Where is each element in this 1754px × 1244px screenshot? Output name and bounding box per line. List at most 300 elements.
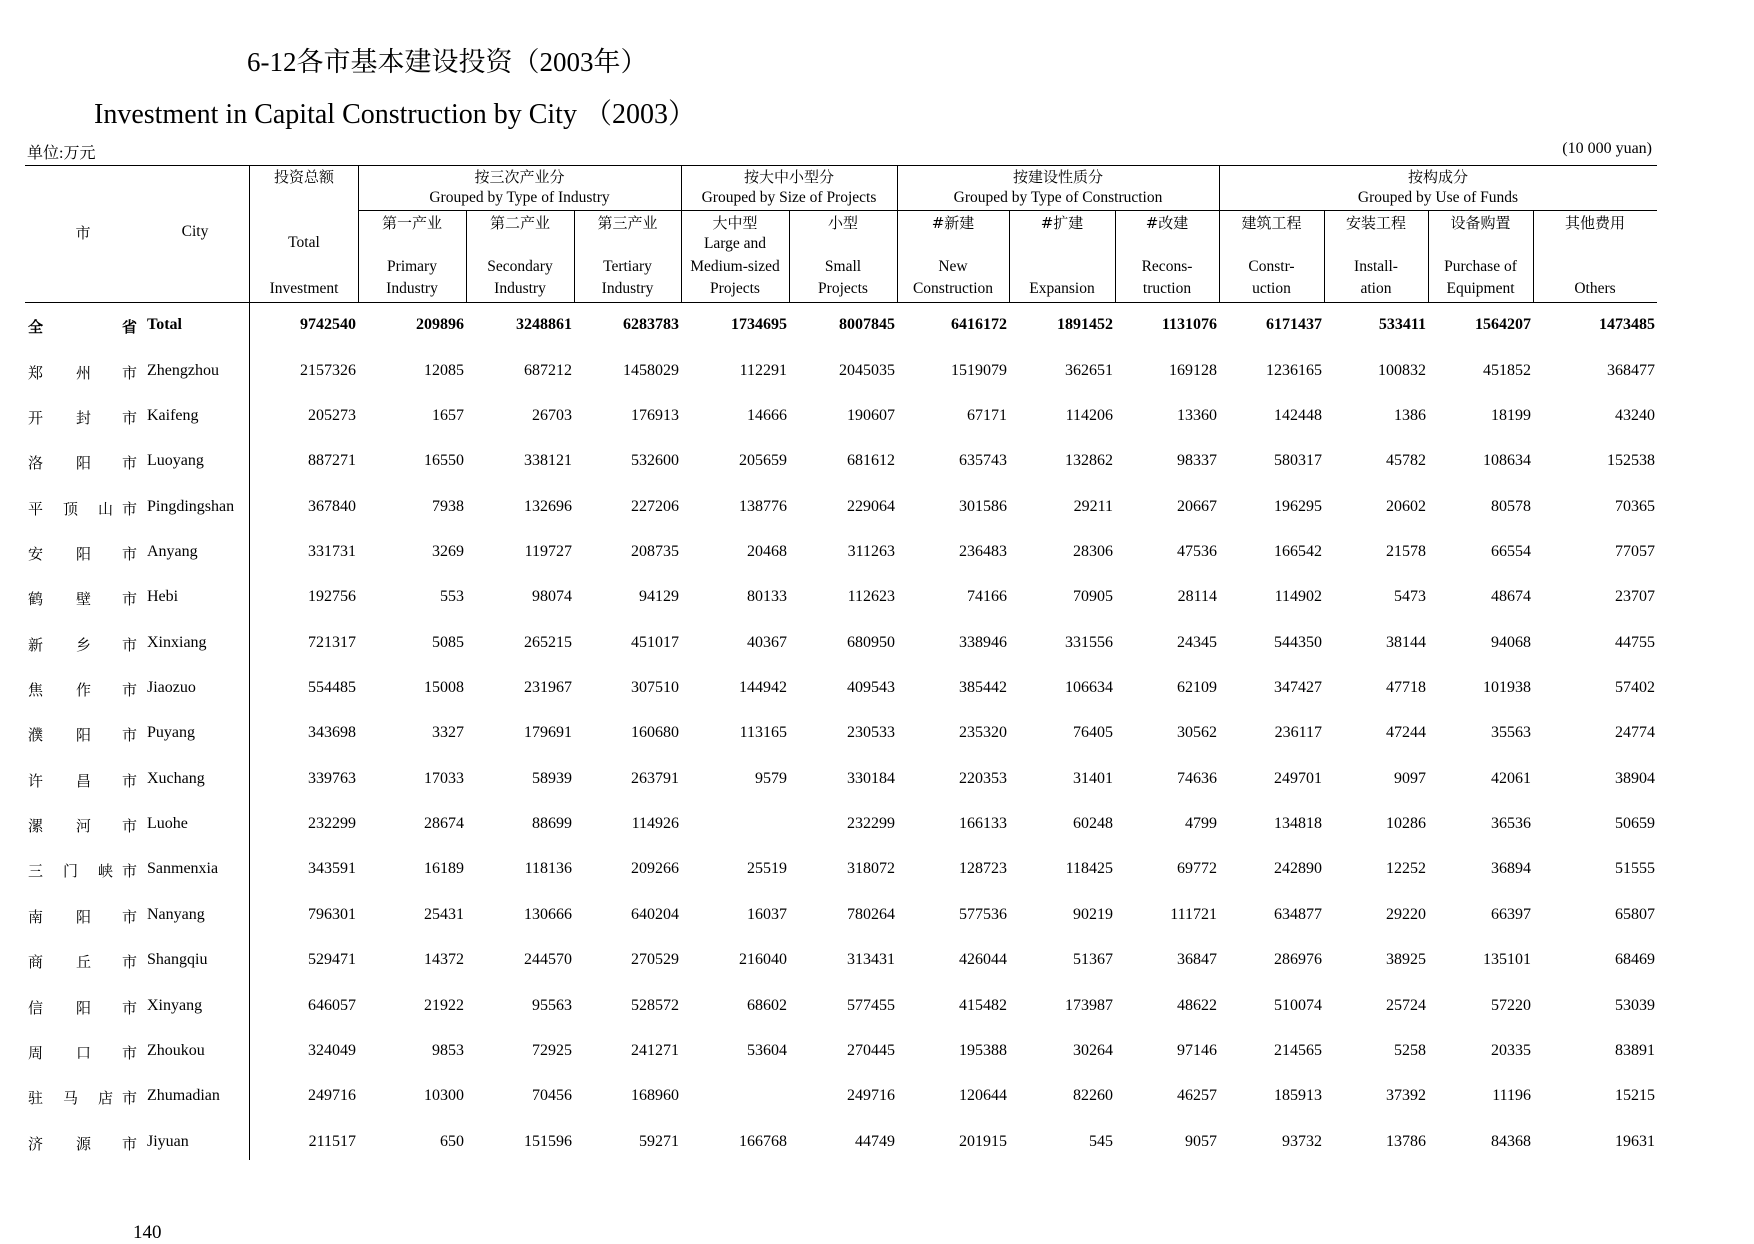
cell-install: 29220 [1386, 906, 1426, 923]
city-name-cn-char: 阳 [76, 999, 92, 1017]
cell-constr: 166542 [1274, 543, 1322, 560]
cell-equip: 20335 [1491, 1042, 1531, 1059]
cell-expansion: 28306 [1073, 543, 1113, 560]
cell-others: 15215 [1615, 1087, 1655, 1104]
city-name-en: Total [147, 316, 182, 333]
cell-primary: 10300 [424, 1087, 464, 1104]
city-name-cn-char: 市 [122, 681, 138, 699]
cell-constr: 196295 [1274, 498, 1322, 515]
city-name-cn-char: 市 [122, 500, 138, 518]
page-title-cn: 6-12各市基本建设投资（2003年） [247, 47, 648, 77]
city-name-en: Zhoukou [147, 1042, 205, 1059]
cell-primary: 3327 [432, 724, 464, 741]
cell-equip: 18199 [1491, 407, 1531, 424]
cell-expansion: 331556 [1065, 634, 1113, 651]
city-name-cn-char: 平 [28, 500, 44, 518]
cell-recon: 36847 [1177, 951, 1217, 968]
cell-secondary: 132696 [524, 498, 572, 515]
header-size-en: Grouped by Size of Projects [701, 189, 877, 206]
cell-secondary: 3248861 [516, 316, 572, 333]
cell-total: 796301 [308, 906, 356, 923]
cell-new: 385442 [959, 679, 1007, 696]
city-name-cn-char: 市 [122, 545, 138, 563]
cell-others: 38904 [1615, 770, 1655, 787]
cell-recon: 46257 [1177, 1087, 1217, 1104]
city-name-cn-char: 昌 [76, 772, 92, 790]
header-funds-cn: 按构成分 [1407, 168, 1468, 186]
cell-large: 25519 [747, 860, 787, 877]
city-name-en: Xinxiang [147, 634, 207, 651]
header-equip-cn: 设备购置 [1450, 214, 1511, 232]
cell-install: 100832 [1378, 362, 1426, 379]
cell-secondary: 58939 [532, 770, 572, 787]
cell-total: 211517 [308, 1133, 356, 1150]
cell-expansion: 76405 [1073, 724, 1113, 741]
city-name-cn-char: 开 [28, 409, 44, 427]
cell-small: 409543 [847, 679, 895, 696]
cell-others: 50659 [1615, 815, 1655, 832]
cell-new: 235320 [959, 724, 1007, 741]
city-name-cn-char: 市 [122, 726, 138, 744]
cell-large: 112291 [739, 362, 787, 379]
cell-recon: 69772 [1177, 860, 1217, 877]
unit-label-cn: 单位:万元 [27, 145, 96, 162]
cell-expansion: 118425 [1065, 860, 1113, 877]
cell-primary: 650 [440, 1133, 464, 1150]
city-name-en: Pingdingshan [147, 498, 235, 515]
cell-install: 5258 [1394, 1042, 1426, 1059]
cell-small: 330184 [847, 770, 895, 787]
city-name-cn-char: 源 [76, 1135, 92, 1153]
cell-secondary: 26703 [532, 407, 572, 424]
cell-expansion: 545 [1089, 1133, 1113, 1150]
cell-constr: 634877 [1274, 906, 1322, 923]
cell-total: 529471 [308, 951, 356, 968]
cell-equip: 36894 [1491, 860, 1531, 877]
city-name-cn-char: 周 [28, 1044, 44, 1062]
city-name-cn-char: 新 [28, 636, 44, 654]
city-name-cn-char: 漯 [28, 817, 44, 835]
city-name-cn-char: 商 [28, 953, 44, 971]
cell-constr: 114902 [1274, 588, 1322, 605]
cell-equip: 108634 [1483, 452, 1531, 469]
cell-others: 43240 [1615, 407, 1655, 424]
cell-new: 201915 [959, 1133, 1007, 1150]
city-name-cn-char: 市 [122, 1044, 138, 1062]
city-name-cn-char: 马 [63, 1089, 79, 1107]
cell-expansion: 173987 [1065, 997, 1113, 1014]
cell-primary: 25431 [424, 906, 464, 923]
cell-install: 1386 [1394, 407, 1426, 424]
cell-tertiary: 227206 [631, 498, 679, 515]
header-primary-cn: 第一产业 [381, 214, 442, 232]
city-name-cn-char: 河 [76, 817, 92, 835]
cell-total: 343591 [308, 860, 356, 877]
header-recon-cn: #改建 [1145, 214, 1189, 232]
city-name-cn-char: 顶 [63, 500, 79, 518]
city-name-cn-char: 市 [122, 862, 138, 880]
header-expansion-en: Expansion [1029, 280, 1095, 297]
cell-recon: 24345 [1177, 634, 1217, 651]
header-total-en2: Investment [269, 280, 339, 297]
cell-small: 270445 [847, 1042, 895, 1059]
cell-new: 1519079 [951, 362, 1007, 379]
cell-install: 21578 [1386, 543, 1426, 560]
cell-constr: 214565 [1274, 1042, 1322, 1059]
cell-secondary: 95563 [532, 997, 572, 1014]
city-name-cn-char: 阳 [76, 908, 92, 926]
cell-install: 45782 [1386, 452, 1426, 469]
cell-small: 249716 [847, 1087, 895, 1104]
cell-tertiary: 59271 [639, 1133, 679, 1150]
cell-new: 301586 [959, 498, 1007, 515]
cell-large: 68602 [747, 997, 787, 1014]
cell-primary: 21922 [424, 997, 464, 1014]
cell-others: 65807 [1615, 906, 1655, 923]
cell-new: 6416172 [951, 316, 1007, 333]
city-name-en: Shangqiu [147, 951, 208, 968]
cell-primary: 553 [440, 588, 464, 605]
cell-new: 426044 [959, 951, 1007, 968]
cell-others: 368477 [1607, 362, 1655, 379]
cell-expansion: 114206 [1065, 407, 1113, 424]
cell-others: 77057 [1615, 543, 1655, 560]
cell-secondary: 119727 [524, 543, 572, 560]
cell-primary: 28674 [424, 815, 464, 832]
cell-expansion: 31401 [1073, 770, 1113, 787]
cell-small: 232299 [847, 815, 895, 832]
city-name-cn-char: 市 [122, 364, 138, 382]
cell-total: 2157326 [300, 362, 356, 379]
cell-others: 152538 [1607, 452, 1655, 469]
cell-tertiary: 6283783 [623, 316, 679, 333]
cell-equip: 84368 [1491, 1133, 1531, 1150]
cell-small: 680950 [847, 634, 895, 651]
cell-equip: 11196 [1492, 1087, 1531, 1104]
table-row [25, 1133, 1655, 1157]
city-name-cn-char: 市 [122, 636, 138, 654]
header-total-en1: Total [288, 234, 320, 251]
cell-large: 80133 [747, 588, 787, 605]
cell-recon: 13360 [1177, 407, 1217, 424]
cell-tertiary: 241271 [631, 1042, 679, 1059]
city-name-cn-char: 丘 [76, 953, 92, 971]
header-constr-cn: 建筑工程 [1241, 214, 1302, 232]
header-size-cn: 按大中小型分 [743, 168, 834, 186]
header-secondary-en1: Secondary [487, 258, 553, 275]
cell-recon: 97146 [1177, 1042, 1217, 1059]
cell-expansion: 1891452 [1057, 316, 1113, 333]
cell-total: 721317 [308, 634, 356, 651]
cell-others: 57402 [1615, 679, 1655, 696]
cell-new: 120644 [959, 1087, 1007, 1104]
cell-large: 113165 [739, 724, 787, 741]
table-row [25, 997, 1655, 1021]
city-name-cn-char: 鹤 [28, 590, 44, 608]
table-row [25, 634, 1655, 658]
header-recon-en1: Recons- [1141, 258, 1193, 275]
city-name-cn-char: 南 [28, 908, 44, 926]
cell-new: 236483 [959, 543, 1007, 560]
cell-new: 195388 [959, 1042, 1007, 1059]
header-secondary-cn: 第二产业 [489, 214, 550, 232]
cell-others: 53039 [1615, 997, 1655, 1014]
cell-others: 19631 [1615, 1133, 1655, 1150]
city-name-en: Hebi [147, 588, 179, 605]
cell-tertiary: 263791 [631, 770, 679, 787]
cell-recon: 98337 [1177, 452, 1217, 469]
cell-tertiary: 307510 [631, 679, 679, 696]
header-tertiary-en1: Tertiary [603, 258, 652, 275]
unit-label-en: (10 000 yuan) [1562, 140, 1652, 157]
cell-primary: 3269 [432, 543, 464, 560]
table-row [25, 770, 1655, 794]
table-row [25, 498, 1655, 522]
cell-expansion: 90219 [1073, 906, 1113, 923]
cell-expansion: 70905 [1073, 588, 1113, 605]
cell-tertiary: 532600 [631, 452, 679, 469]
cell-constr: 242890 [1274, 860, 1322, 877]
header-large-en2: Medium-sized [690, 258, 780, 275]
cell-equip: 80578 [1491, 498, 1531, 515]
cell-recon: 62109 [1177, 679, 1217, 696]
cell-recon: 20667 [1177, 498, 1217, 515]
cell-new: 128723 [959, 860, 1007, 877]
table-row [25, 1087, 1655, 1111]
header-others-en: Others [1574, 280, 1616, 297]
header-new-en1: New [938, 258, 968, 275]
table-row [25, 724, 1655, 748]
city-name-cn-char: 店 [98, 1089, 114, 1107]
cell-constr: 580317 [1274, 452, 1322, 469]
cell-constr: 1236165 [1266, 362, 1322, 379]
cell-recon: 28114 [1177, 588, 1217, 605]
cell-primary: 14372 [424, 951, 464, 968]
cell-constr: 510074 [1274, 997, 1322, 1014]
cell-constr: 347427 [1274, 679, 1322, 696]
cell-recon: 4799 [1185, 815, 1217, 832]
city-name-cn-char: 驻 [28, 1089, 44, 1107]
city-name-en: Anyang [147, 543, 198, 560]
cell-total: 646057 [308, 997, 356, 1014]
cell-secondary: 72925 [532, 1042, 572, 1059]
cell-others: 83891 [1615, 1042, 1655, 1059]
cell-total: 9742540 [300, 316, 356, 333]
cell-equip: 101938 [1483, 679, 1531, 696]
cell-large: 216040 [739, 951, 787, 968]
cell-secondary: 88699 [532, 815, 572, 832]
cell-primary: 9853 [432, 1042, 464, 1059]
cell-small: 318072 [847, 860, 895, 877]
city-name-cn-char: 市 [122, 590, 138, 608]
city-name-cn-char: 封 [76, 409, 92, 427]
cell-install: 9097 [1394, 770, 1426, 787]
cell-secondary: 130666 [524, 906, 572, 923]
cell-equip: 451852 [1483, 362, 1531, 379]
cell-large: 16037 [747, 906, 787, 923]
cell-small: 44749 [855, 1133, 895, 1150]
cell-tertiary: 208735 [631, 543, 679, 560]
city-name-cn-char: 山 [98, 500, 114, 518]
cell-constr: 236117 [1274, 724, 1322, 741]
city-name-en: Nanyang [147, 906, 205, 923]
city-name-cn-char: 市 [122, 409, 138, 427]
city-name-cn-char: 许 [28, 772, 44, 790]
cell-small: 780264 [847, 906, 895, 923]
city-name-en: Luohe [147, 815, 188, 832]
header-constr-en2: uction [1252, 280, 1291, 297]
cell-others: 51555 [1615, 860, 1655, 877]
cell-large: 1734695 [731, 316, 787, 333]
cell-others: 23707 [1615, 588, 1655, 605]
table-row [25, 951, 1655, 975]
cell-expansion: 29211 [1073, 498, 1113, 515]
cell-constr: 134818 [1274, 815, 1322, 832]
cell-large: 144942 [739, 679, 787, 696]
header-small-en1: Small [824, 258, 862, 275]
city-name-cn-char: 洛 [28, 454, 44, 472]
table-row [25, 588, 1655, 612]
cell-others: 70365 [1615, 498, 1655, 515]
cell-large: 14666 [747, 407, 787, 424]
cell-tertiary: 176913 [631, 407, 679, 424]
cell-secondary: 98074 [532, 588, 572, 605]
header-others-cn: 其他费用 [1564, 214, 1625, 232]
header-equip-en2: Equipment [1446, 280, 1515, 297]
cell-recon: 30562 [1177, 724, 1217, 741]
cell-equip: 48674 [1491, 588, 1531, 605]
cell-expansion: 60248 [1073, 815, 1113, 832]
city-name-cn-char: 作 [76, 681, 92, 699]
cell-constr: 185913 [1274, 1087, 1322, 1104]
cell-recon: 47536 [1177, 543, 1217, 560]
cell-constr: 544350 [1274, 634, 1322, 651]
cell-secondary: 231967 [524, 679, 572, 696]
cell-install: 12252 [1386, 860, 1426, 877]
cell-recon: 48622 [1177, 997, 1217, 1014]
header-large-en3: Projects [710, 280, 760, 297]
cell-primary: 16189 [424, 860, 464, 877]
table-row [25, 906, 1655, 930]
cell-new: 635743 [959, 452, 1007, 469]
cell-total: 331731 [308, 543, 356, 560]
cell-new: 220353 [959, 770, 1007, 787]
city-name-cn-char: 市 [122, 1135, 138, 1153]
city-name-cn-char: 市 [122, 817, 138, 835]
header-constr-en1: Constr- [1248, 258, 1295, 275]
header-secondary-en2: Industry [494, 280, 546, 297]
cell-small: 229064 [847, 498, 895, 515]
header-mid-rule [358, 210, 1657, 211]
header-large-en1: Large and [703, 235, 767, 252]
cell-total: 554485 [308, 679, 356, 696]
cell-secondary: 70456 [532, 1087, 572, 1104]
header-city-en: City [181, 223, 209, 240]
cell-equip: 57220 [1491, 997, 1531, 1014]
cell-large: 138776 [739, 498, 787, 515]
header-funds-en: Grouped by Use of Funds [1357, 189, 1519, 206]
cell-install: 25724 [1386, 997, 1426, 1014]
header-small-cn: 小型 [827, 214, 858, 232]
cell-small: 8007845 [839, 316, 895, 333]
city-name-cn-char: 市 [122, 1089, 138, 1107]
header-total-cn: 投资总额 [273, 168, 334, 186]
cell-new: 67171 [967, 407, 1007, 424]
cell-tertiary: 209266 [631, 860, 679, 877]
table-row [25, 407, 1655, 431]
header-recon-en2: truction [1142, 280, 1192, 297]
cell-expansion: 30264 [1073, 1042, 1113, 1059]
city-name-en: Kaifeng [147, 407, 199, 424]
header-primary-en1: Primary [387, 258, 437, 275]
cell-small: 112623 [847, 588, 895, 605]
city-name-cn-char: 市 [122, 772, 138, 790]
city-name-cn-char: 市 [122, 454, 138, 472]
city-name-cn-char: 市 [122, 999, 138, 1017]
cell-install: 5473 [1394, 588, 1426, 605]
city-name-cn-char: 信 [28, 999, 44, 1017]
cell-primary: 209896 [416, 316, 464, 333]
cell-constr: 249701 [1274, 770, 1322, 787]
city-name-cn-char: 阳 [76, 545, 92, 563]
cell-total: 205273 [308, 407, 356, 424]
cell-tertiary: 451017 [631, 634, 679, 651]
cell-tertiary: 1458029 [623, 362, 679, 379]
cell-secondary: 151596 [524, 1133, 572, 1150]
cell-total: 343698 [308, 724, 356, 741]
cell-install: 47244 [1386, 724, 1426, 741]
city-name-cn-char: 阳 [76, 726, 92, 744]
city-name-en: Zhumadian [147, 1087, 220, 1104]
cell-others: 68469 [1615, 951, 1655, 968]
cell-equip: 1564207 [1475, 316, 1531, 333]
city-name-cn-char: 口 [76, 1044, 92, 1062]
cell-equip: 36536 [1491, 815, 1531, 832]
page-title-en: Investment in Capital Construction by City （2003） [94, 99, 696, 130]
cell-equip: 135101 [1483, 951, 1531, 968]
cell-recon: 1131076 [1161, 316, 1217, 333]
cell-total: 249716 [308, 1087, 356, 1104]
cell-secondary: 179691 [524, 724, 572, 741]
table-row [25, 543, 1655, 567]
cell-tertiary: 94129 [639, 588, 679, 605]
cell-total: 192756 [308, 588, 356, 605]
cell-primary: 5085 [432, 634, 464, 651]
cell-secondary: 265215 [524, 634, 572, 651]
city-name-en: Luoyang [147, 452, 204, 469]
cell-tertiary: 168960 [631, 1087, 679, 1104]
header-construction-cn: 按建设性质分 [1012, 168, 1103, 186]
cell-equip: 66554 [1491, 543, 1531, 560]
table-row [25, 362, 1655, 386]
table-row [25, 860, 1655, 884]
cell-new: 577536 [959, 906, 1007, 923]
cell-primary: 12085 [424, 362, 464, 379]
cell-total: 887271 [308, 452, 356, 469]
header-tertiary-cn: 第三产业 [597, 214, 658, 232]
cell-small: 190607 [847, 407, 895, 424]
cell-install: 13786 [1386, 1133, 1426, 1150]
cell-primary: 17033 [424, 770, 464, 787]
city-name-cn-char: 门 [63, 862, 79, 880]
cell-others: 44755 [1615, 634, 1655, 651]
cell-equip: 66397 [1491, 906, 1531, 923]
cell-secondary: 338121 [524, 452, 572, 469]
header-new-en2: Construction [912, 280, 994, 297]
cell-recon: 111721 [1170, 906, 1217, 923]
cell-small: 577455 [847, 997, 895, 1014]
cell-install: 10286 [1386, 815, 1426, 832]
